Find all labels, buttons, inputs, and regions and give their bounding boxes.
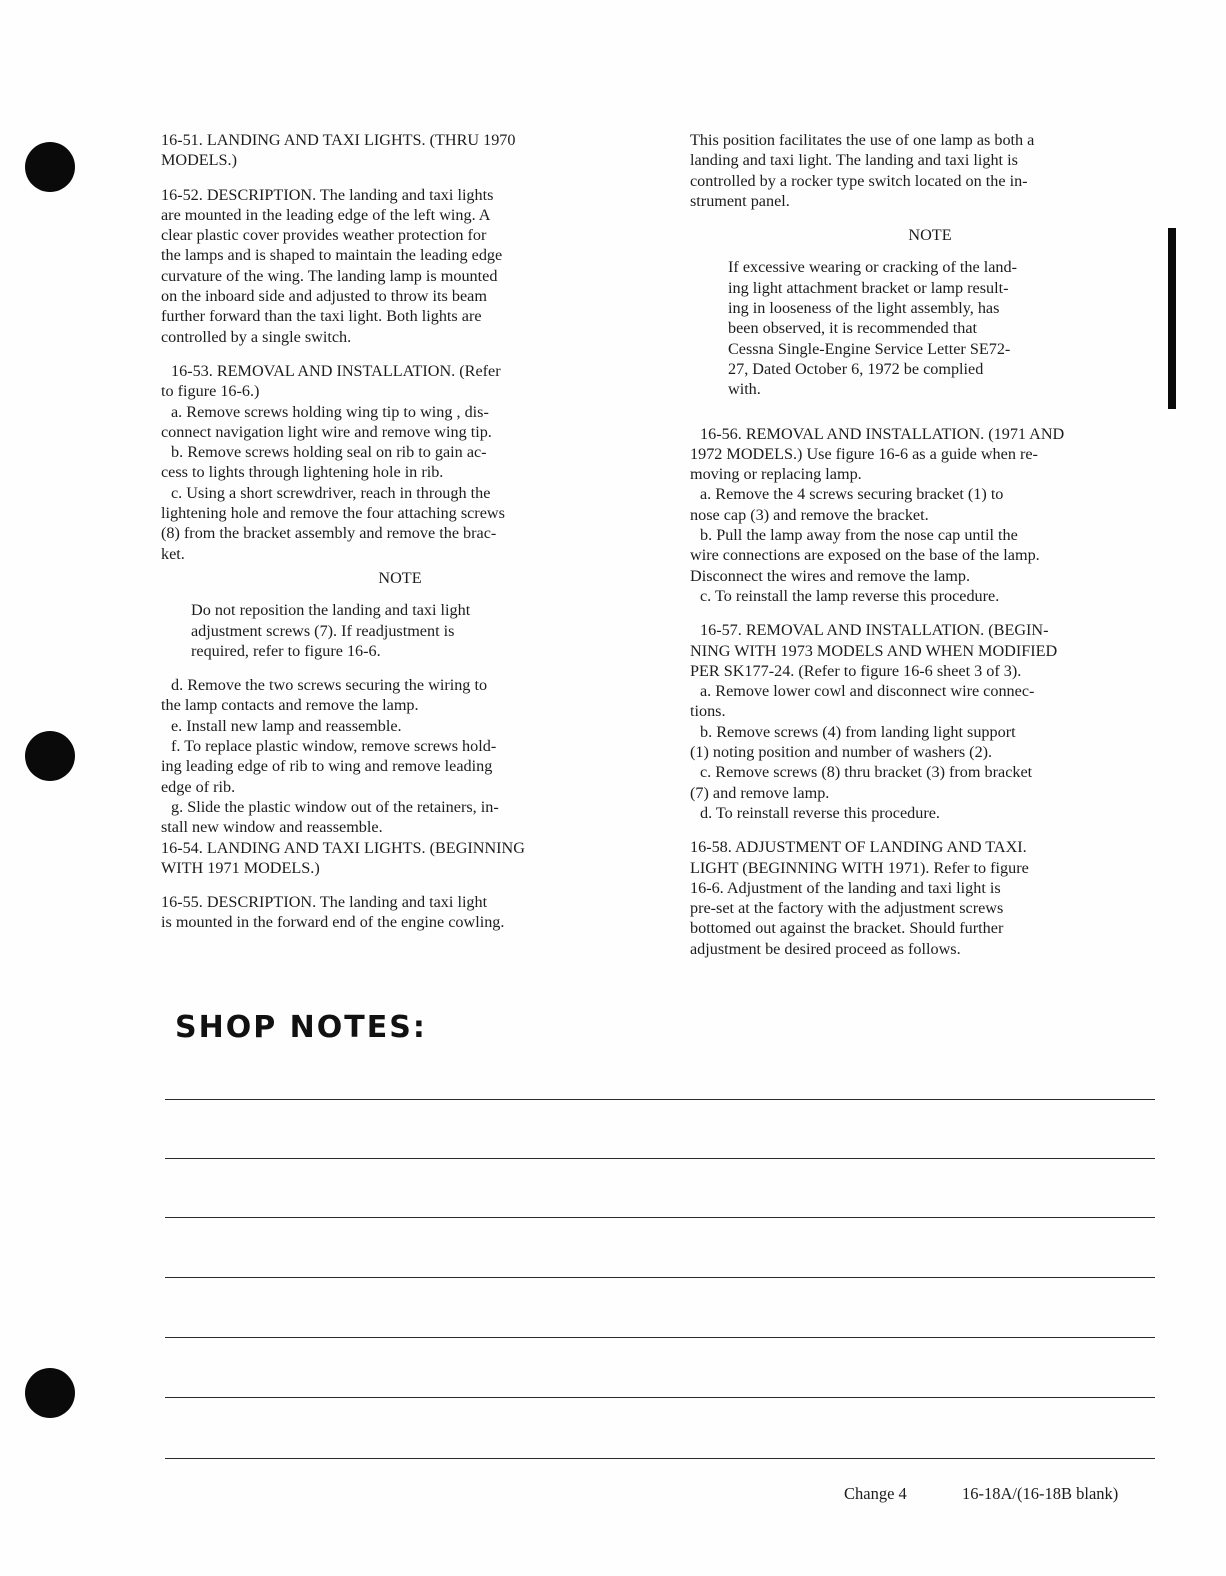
shop-notes-line: [165, 1397, 1155, 1398]
text-line: lightening hole and remove the four attaching screws: [161, 504, 505, 523]
right-column: [690, 130, 1170, 973]
text-line: (7) and remove lamp.: [690, 783, 830, 802]
text-line: (8) from the bracket assembly and remove the brac-: [161, 524, 497, 543]
step-c: [690, 762, 1170, 803]
step-b: [690, 722, 1170, 763]
shop-notes-line: [165, 1458, 1155, 1459]
text-line: adjustment screws (7). If readjustment is: [191, 621, 455, 640]
text-line: c. Remove screws (8) thru bracket (3) from bracket: [700, 763, 1033, 782]
text-line: with.: [728, 380, 761, 399]
text-line: 16-56. REMOVAL AND INSTALLATION. (1971 AND: [700, 424, 1065, 443]
text-line: a. Remove lower cowl and disconnect wire connec-: [700, 682, 1035, 701]
change-bar: [1168, 228, 1176, 409]
text-line: required, refer to figure 16-6.: [191, 641, 381, 660]
text-line: 16-58. ADJUSTMENT OF LANDING AND TAXI.: [690, 838, 1027, 857]
text-line: b. Pull the lamp away from the nose cap until the: [700, 526, 1018, 545]
shop-notes-title: SHOP NOTES:: [175, 1010, 427, 1045]
shop-notes-line: [165, 1099, 1155, 1100]
text-line: connect navigation light wire and remove wing tip.: [161, 422, 492, 441]
step-b: [690, 525, 1170, 586]
text-line: b. Remove screws (4) from landing light support: [700, 722, 1016, 741]
text-line: e. Install new lamp and reassemble.: [171, 716, 402, 735]
note-body: [191, 600, 639, 661]
text-line: d. Remove the two screws securing the wiring to: [171, 676, 488, 695]
text-line: 16-54. LANDING AND TAXI LIGHTS. (BEGINNING: [161, 838, 525, 857]
text-line: been observed, it is recommended that: [728, 319, 978, 338]
text-line: Cessna Single-Engine Service Letter SE72-: [728, 339, 1011, 358]
note-heading: NOTE: [378, 568, 422, 587]
text-line: clear plastic cover provides weather protection for: [161, 226, 487, 245]
text-line: controlled by a single switch.: [161, 327, 352, 346]
section-16-56: [690, 424, 1170, 607]
text-line: pre-set at the factory with the adjustment screws: [690, 899, 1004, 918]
page-number: 16-18A/(16-18B blank): [962, 1484, 1119, 1503]
text-line: c. To reinstall the lamp reverse this procedure.: [700, 586, 1000, 605]
text-line: d. To reinstall reverse this procedure.: [700, 803, 940, 822]
text-line: 16-53. REMOVAL AND INSTALLATION. (Refer: [171, 361, 501, 380]
section-16-54: [161, 838, 639, 879]
text-line: wire connections are exposed on the base of the lamp.: [690, 546, 1040, 565]
section-16-57: [690, 620, 1170, 823]
text-line: ket.: [161, 544, 185, 563]
text-line: edge of rib.: [161, 777, 236, 796]
text-line: a. Remove screws holding wing tip to wing , dis-: [171, 402, 489, 421]
text-line: PER SK177-24. (Refer to figure 16-6 sheet 3 of 3).: [690, 661, 1022, 680]
text-line: This position facilitates the use of one lamp as both a: [690, 131, 1035, 149]
step-f: [161, 736, 639, 797]
section-16-51: [161, 130, 639, 171]
step-a: [161, 402, 639, 443]
text-line: a. Remove the 4 screws securing bracket (1) to: [700, 485, 1004, 504]
text-line: 16-57. REMOVAL AND INSTALLATION. (BEGIN-: [700, 621, 1049, 640]
text-line: 16-52. DESCRIPTION. The landing and taxi lights: [161, 185, 494, 204]
step-a: [690, 484, 1170, 525]
text-line: the lamp contacts and remove the lamp.: [161, 696, 419, 715]
section-16-53-heading: [161, 361, 639, 402]
section-16-56-heading: [690, 424, 1170, 485]
section-16-53: [161, 361, 639, 838]
note-body: [728, 257, 1170, 399]
text-line: nose cap (3) and remove the bracket.: [690, 505, 929, 524]
text-line: controlled by a rocker type switch located on the in-: [690, 171, 1028, 190]
text-line: 1972 MODELS.) Use figure 16-6 as a guide when re-: [690, 444, 1038, 463]
step-e: [161, 716, 639, 736]
binder-hole-top: [25, 142, 75, 192]
text-line: 16-51. LANDING AND TAXI LIGHTS. (THRU 1970: [161, 131, 516, 149]
text-line: MODELS.): [161, 151, 237, 170]
text-line: are mounted in the leading edge of the left wing. A: [161, 205, 491, 224]
text-line: Disconnect the wires and remove the lamp.: [690, 566, 971, 585]
text-line: to figure 16-6.): [161, 382, 260, 401]
text-line: adjustment be desired proceed as follows.: [690, 939, 961, 958]
step-c: [690, 586, 1170, 606]
section-16-52: [161, 185, 639, 347]
text-line: further forward than the taxi light. Both lights are: [161, 307, 482, 326]
note-heading: NOTE: [908, 226, 952, 245]
shop-notes-line: [165, 1277, 1155, 1278]
text-line: stall new window and reassemble.: [161, 818, 383, 837]
section-16-57-heading: [690, 620, 1170, 681]
text-line: bottomed out against the bracket. Should further: [690, 919, 1004, 938]
step-b: [161, 442, 639, 483]
text-line: landing and taxi light. The landing and taxi light is: [690, 151, 1018, 170]
text-line: Do not reposition the landing and taxi light: [191, 601, 471, 620]
text-line: strument panel.: [690, 191, 790, 210]
step-a: [690, 681, 1170, 722]
shop-notes-line: [165, 1217, 1155, 1218]
text-line: curvature of the wing. The landing lamp is mounted: [161, 266, 498, 285]
change-number: Change 4: [844, 1484, 907, 1503]
text-line: the lamps and is shaped to maintain the leading edge: [161, 246, 503, 265]
left-column: [161, 130, 639, 947]
text-line: b. Remove screws holding seal on rib to gain ac-: [171, 443, 487, 462]
section-16-55: [161, 892, 639, 933]
text-line: LIGHT (BEGINNING WITH 1971). Refer to figure: [690, 858, 1029, 877]
text-line: moving or replacing lamp.: [690, 465, 862, 484]
step-d: [690, 803, 1170, 823]
text-line: ing in looseness of the light assembly, has: [728, 299, 1000, 318]
step-c: [161, 483, 639, 564]
text-line: WITH 1971 MODELS.): [161, 858, 320, 877]
text-line: 27, Dated October 6, 1972 be complied: [728, 359, 984, 378]
binder-hole-bottom: [25, 1368, 75, 1418]
text-line: 16-6. Adjustment of the landing and taxi light is: [690, 878, 1001, 897]
text-line: is mounted in the forward end of the engine cowling.: [161, 913, 505, 932]
step-d: [161, 675, 639, 716]
section-16-58: [690, 837, 1170, 959]
text-line: tions.: [690, 702, 726, 721]
text-line: f. To replace plastic window, remove screws hold-: [171, 737, 497, 756]
binder-hole-middle: [25, 731, 75, 781]
text-line: g. Slide the plastic window out of the retainers, in-: [171, 797, 499, 816]
text-line: NING WITH 1973 MODELS AND WHEN MODIFIED: [690, 641, 1058, 660]
text-line: (1) noting position and number of washers (2).: [690, 743, 993, 762]
step-g: [161, 797, 639, 838]
text-line: cess to lights through lightening hole in rib.: [161, 463, 444, 482]
shop-notes-line: [165, 1158, 1155, 1159]
shop-notes-line: [165, 1337, 1155, 1338]
text-line: ing leading edge of rib to wing and remove leading: [161, 757, 493, 776]
text-line: on the inboard side and adjusted to throw its beam: [161, 287, 487, 306]
text-line: c. Using a short screwdriver, reach in through the: [171, 483, 491, 502]
text-line: If excessive wearing or cracking of the land-: [728, 258, 1017, 277]
section-16-55-continued: [690, 130, 1170, 211]
text-line: 16-55. DESCRIPTION. The landing and taxi light: [161, 893, 488, 912]
text-line: ing light attachment bracket or lamp result-: [728, 278, 1009, 297]
